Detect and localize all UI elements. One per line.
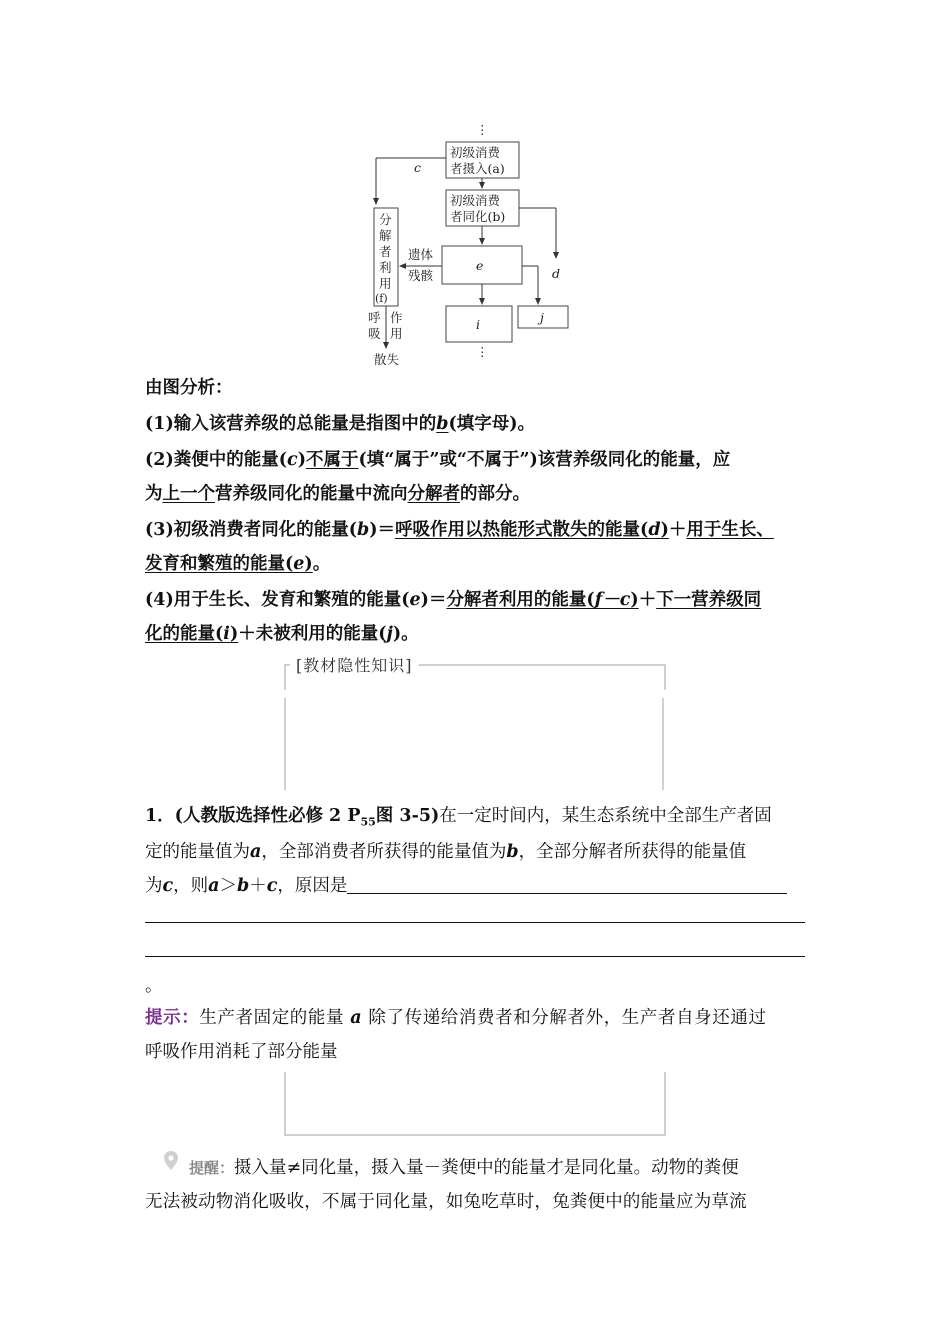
box-intake-line1: 初级消费: [450, 145, 501, 160]
analysis-point-1: (1)输入该营养级的总能量是指图中的b(填字母)。: [145, 414, 536, 434]
answer-blank-1[interactable]: [347, 875, 787, 894]
answer-not-belong: 不属于: [305, 450, 359, 470]
answer-blank-3[interactable]: [145, 956, 805, 957]
question-line-1: 1．(人教版选择性必修 2 $P_{55}$图 3-5)在一定时间内，某生态系统中全部生产者固: [145, 806, 772, 829]
bottom-frame: [284, 1072, 666, 1136]
remains-line1: 遗体: [408, 247, 434, 262]
decomposer-char-6: (f): [375, 292, 388, 305]
tip-line-1: 提醒：摄入量≠同化量，摄入量－粪便中的能量才是同化量。动物的粪便: [189, 1158, 739, 1178]
label-d: d: [552, 266, 561, 281]
analysis-point-3-line2: 发育和繁殖的能量(e)。: [145, 554, 331, 574]
analysis-heading: 由图分析：: [145, 378, 233, 398]
analysis-point-4-line1: (4)用于生长、发育和繁殖的能量(e)＝分解者利用的能量(f－c)＋下一营养级同: [145, 590, 762, 610]
box-e-label: e: [476, 258, 484, 273]
respiration-col2-2: 用: [390, 326, 403, 341]
hint-line-2: 呼吸作用消耗了部分能量: [145, 1042, 338, 1062]
analysis-point-2-line1: (2)粪便中的能量(c)不属于(填“属于”或“不属于”)该营养级同化的能量，应: [145, 450, 731, 470]
box-intake-line2: 者摄入(a): [450, 161, 505, 176]
dissipate-label: 散失: [374, 352, 400, 367]
decomposer-char-2: 解: [379, 228, 392, 243]
decomposer-char-4: 利: [379, 260, 392, 275]
respiration-col1-1: 呼: [368, 310, 381, 325]
answer-previous-level: 上一个: [162, 484, 215, 504]
box-i-label: i: [476, 317, 480, 332]
decomposer-char-3: 者: [379, 244, 392, 259]
decomposer-char-1: 分: [379, 212, 392, 227]
question-end-mark: 。: [145, 976, 163, 996]
tip-line-2: 无法被动物消化吸收，不属于同化量，如兔吃草时，兔粪便中的能量应为草流: [145, 1192, 747, 1212]
answer-blank-2[interactable]: [145, 922, 805, 923]
analysis-point-2-line2: 为上一个营养级同化的能量中流向分解者的部分。: [145, 484, 530, 504]
hint-label: 提示：: [145, 1008, 200, 1028]
box-j-label: j: [540, 310, 544, 325]
hint-line-1: 提示：生产者固定的能量 a 除了传递给消费者和分解者外，生产者自身还通过: [145, 1008, 767, 1028]
question-line-3: 为c，则a＞b＋c，原因是: [145, 874, 787, 898]
location-pin-icon: [163, 1150, 179, 1172]
knowledge-box-title: [教材隐性知识]: [290, 653, 419, 676]
respiration-col1-2: 吸: [368, 326, 381, 341]
label-c: c: [414, 160, 422, 175]
decomposer-char-5: 用: [379, 276, 392, 291]
box-assimilation-line2: 者同化(b): [450, 209, 506, 224]
analysis-point-3-line1: (3)初级消费者同化的能量(b)＝呼吸作用以热能形式散失的能量(d)＋用于生长、: [145, 520, 774, 540]
answer-b: b: [436, 414, 449, 434]
bottom-dots: ⋮: [476, 344, 489, 359]
box-assimilation-line1: 初级消费: [450, 193, 501, 208]
knowledge-frame-right: [662, 698, 664, 790]
question-line-2: 定的能量值为a，全部消费者所获得的能量值为b，全部分解者所获得的能量值: [145, 842, 747, 862]
analysis-point-4-line2: 化的能量(i)＋未被利用的能量(j)。: [145, 624, 419, 644]
respiration-col2-1: 作: [390, 310, 403, 325]
remains-line2: 残骸: [408, 268, 434, 283]
knowledge-frame-left: [284, 698, 286, 790]
top-dots: ⋮: [476, 122, 489, 137]
answer-decomposer: 分解者: [407, 484, 460, 504]
tip-label: 提醒：: [189, 1159, 235, 1177]
energy-flow-diagram: [360, 122, 590, 372]
